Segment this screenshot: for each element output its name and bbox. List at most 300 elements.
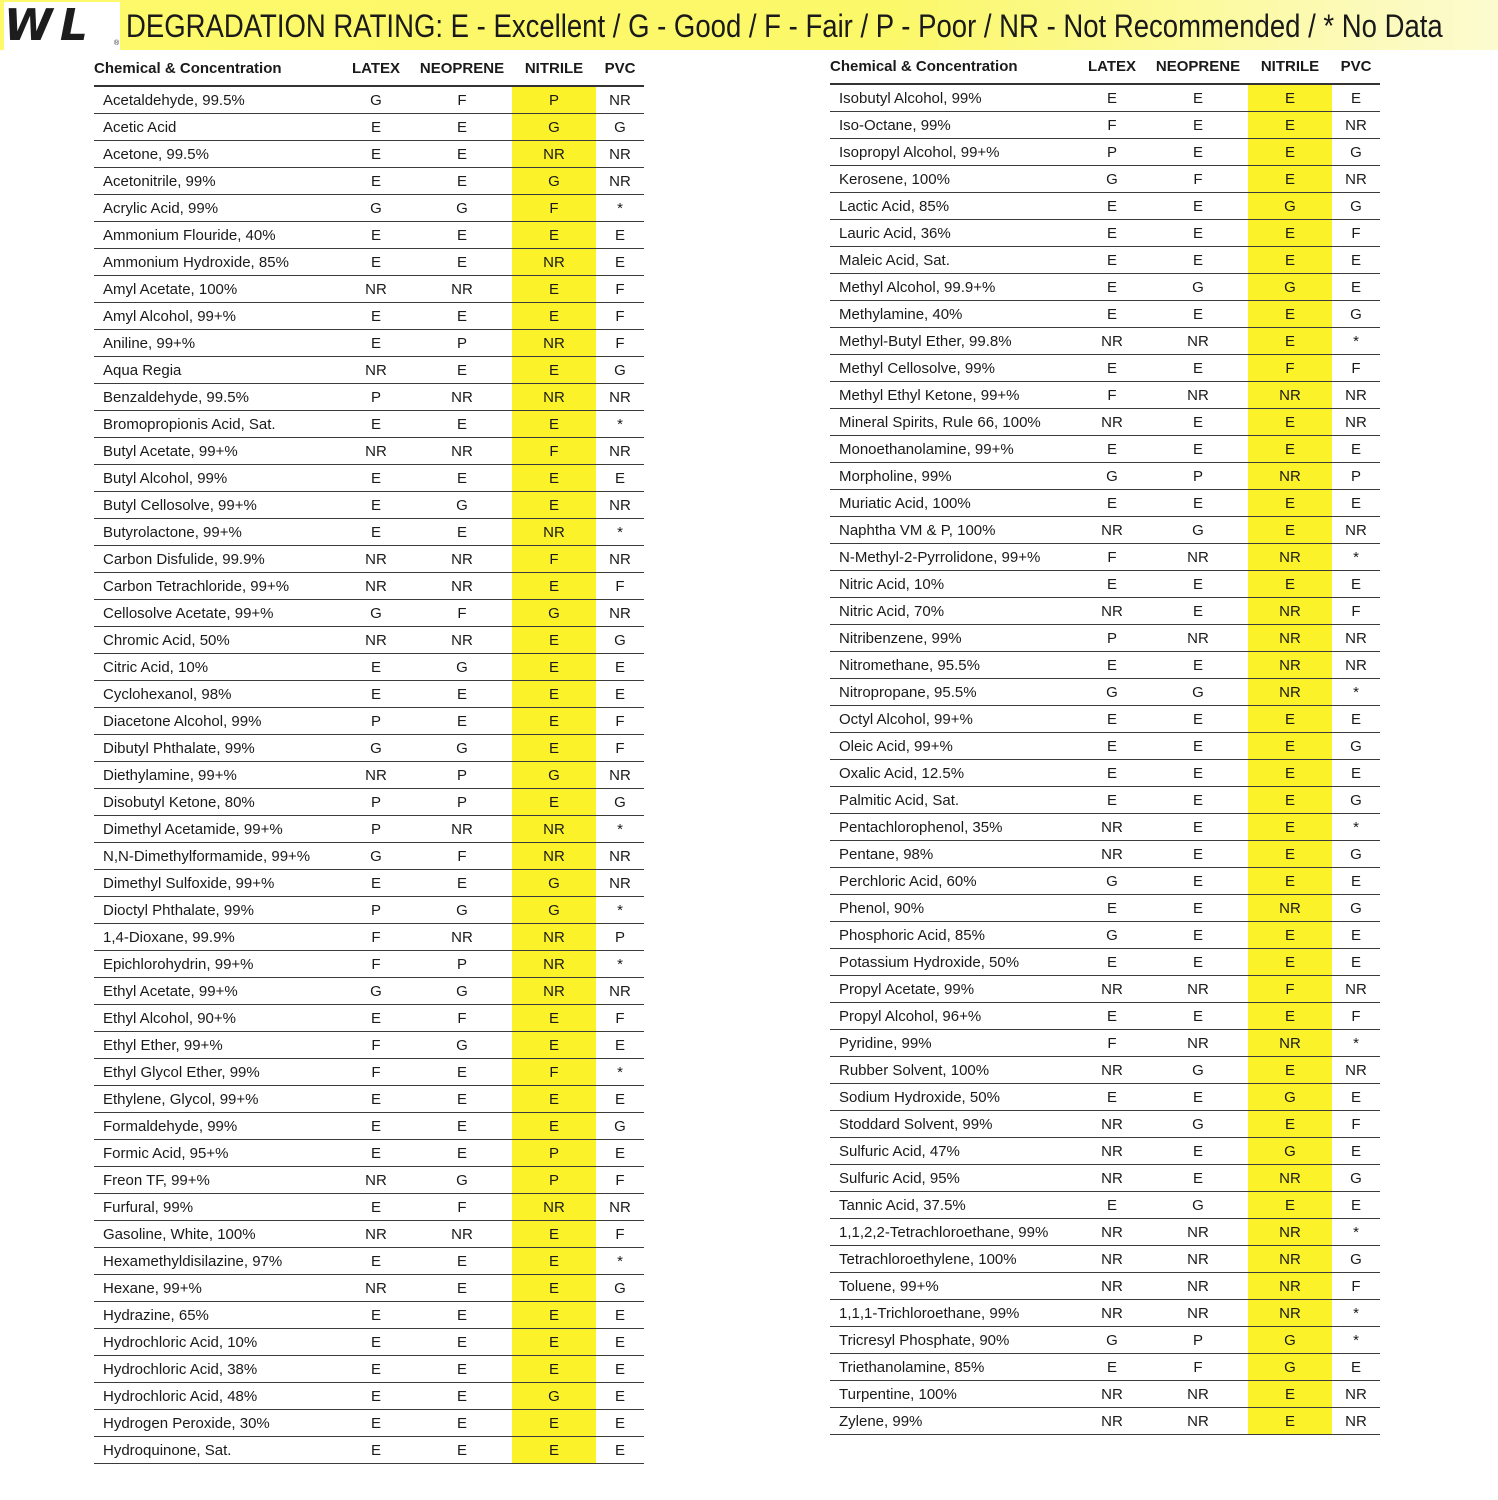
table-row	[830, 517, 1380, 544]
latex-rating-cell: E	[1076, 895, 1148, 922]
table-row	[830, 895, 1380, 922]
chemical-name-cell: 1,1,2,2-Tetrachloroethane, 99%	[830, 1219, 1076, 1246]
chemical-name-cell: Lauric Acid, 36%	[830, 220, 1076, 247]
brand-logo	[4, 2, 120, 50]
pvc-rating-cell: NR	[596, 843, 644, 870]
pvc-rating-cell: E	[1332, 1138, 1380, 1165]
table-row	[830, 409, 1380, 436]
neoprene-rating-cell: G	[1148, 1057, 1248, 1084]
neoprene-rating-cell: G	[412, 1032, 512, 1059]
chemical-name-cell: Dimethyl Sulfoxide, 99+%	[94, 870, 340, 897]
table-row	[94, 1194, 644, 1221]
nitrile-rating-cell: E	[512, 222, 596, 249]
table-row	[94, 195, 644, 222]
nitrile-rating-cell: G	[1248, 1354, 1332, 1381]
latex-rating-cell: G	[340, 600, 412, 627]
nitrile-rating-cell: E	[1248, 490, 1332, 517]
table-row	[94, 1248, 644, 1275]
table-row	[94, 654, 644, 681]
table-row	[830, 544, 1380, 571]
neoprene-rating-cell: E	[1148, 922, 1248, 949]
pvc-rating-cell: NR	[596, 86, 644, 114]
table-row	[830, 1300, 1380, 1327]
neoprene-rating-cell: G	[412, 1167, 512, 1194]
nitrile-rating-cell: E	[1248, 868, 1332, 895]
nitrile-rating-cell: NR	[1248, 1030, 1332, 1057]
chemical-name-cell: Butyl Acetate, 99+%	[94, 438, 340, 465]
nitrile-rating-cell: E	[512, 303, 596, 330]
latex-rating-cell: NR	[340, 1275, 412, 1302]
neoprene-rating-cell: E	[1148, 490, 1248, 517]
table-row	[94, 465, 644, 492]
neoprene-rating-cell: E	[1148, 571, 1248, 598]
nitrile-rating-cell: G	[512, 114, 596, 141]
table-row	[830, 760, 1380, 787]
nitrile-rating-cell: E	[1248, 1003, 1332, 1030]
latex-rating-cell: NR	[340, 1221, 412, 1248]
table-row	[94, 735, 644, 762]
pvc-rating-cell: *	[596, 1248, 644, 1275]
latex-rating-cell: NR	[1076, 1138, 1148, 1165]
latex-rating-cell: E	[1076, 274, 1148, 301]
chemical-name-cell: Formaldehyde, 99%	[94, 1113, 340, 1140]
chemical-name-cell: Turpentine, 100%	[830, 1381, 1076, 1408]
nitrile-rating-cell: E	[1248, 301, 1332, 328]
nitrile-rating-cell: E	[512, 789, 596, 816]
chemical-name-cell: Hydrazine, 65%	[94, 1302, 340, 1329]
neoprene-rating-cell: F	[412, 1194, 512, 1221]
nitrile-rating-cell: NR	[1248, 598, 1332, 625]
chemical-name-cell: Oleic Acid, 99+%	[830, 733, 1076, 760]
latex-rating-cell: E	[340, 1005, 412, 1032]
chemical-name-cell: Zylene, 99%	[830, 1408, 1076, 1435]
table-row	[94, 924, 644, 951]
table-row	[830, 1408, 1380, 1435]
neoprene-rating-cell: G	[1148, 1192, 1248, 1219]
chemical-name-cell: Dioctyl Phthalate, 99%	[94, 897, 340, 924]
latex-rating-cell: E	[340, 411, 412, 438]
nitrile-rating-cell: NR	[1248, 544, 1332, 571]
chemical-name-cell: Nitribenzene, 99%	[830, 625, 1076, 652]
nitrile-rating-cell: E	[1248, 247, 1332, 274]
latex-rating-cell: E	[340, 1437, 412, 1464]
neoprene-rating-cell: G	[1148, 517, 1248, 544]
neoprene-rating-cell: E	[412, 1410, 512, 1437]
table-row	[830, 733, 1380, 760]
nitrile-rating-cell: E	[1248, 112, 1332, 139]
table-row	[94, 357, 644, 384]
table-row	[830, 1246, 1380, 1273]
pvc-rating-cell: *	[596, 411, 644, 438]
latex-rating-cell: NR	[1076, 409, 1148, 436]
chemical-name-cell: Amyl Alcohol, 99+%	[94, 303, 340, 330]
chemical-name-cell: Aqua Regia	[94, 357, 340, 384]
table-row	[830, 841, 1380, 868]
column-header-chemical: Chemical & Concentration	[830, 50, 1076, 84]
latex-rating-cell: E	[1076, 949, 1148, 976]
chemical-name-cell: Maleic Acid, Sat.	[830, 247, 1076, 274]
pvc-rating-cell: E	[596, 1032, 644, 1059]
latex-rating-cell: NR	[1076, 841, 1148, 868]
chemical-name-cell: Oxalic Acid, 12.5%	[830, 760, 1076, 787]
chemical-name-cell: Ethyl Ether, 99+%	[94, 1032, 340, 1059]
nitrile-rating-cell: F	[1248, 355, 1332, 382]
chemical-name-cell: Nitric Acid, 10%	[830, 571, 1076, 598]
neoprene-rating-cell: E	[1148, 1165, 1248, 1192]
table-row	[830, 382, 1380, 409]
chemical-name-cell: Hydrogen Peroxide, 30%	[94, 1410, 340, 1437]
chemical-name-cell: Aniline, 99+%	[94, 330, 340, 357]
chemical-name-cell: 1,4-Dioxane, 99.9%	[94, 924, 340, 951]
neoprene-rating-cell: E	[412, 681, 512, 708]
nitrile-rating-cell: NR	[512, 1194, 596, 1221]
chemical-name-cell: Phosphoric Acid, 85%	[830, 922, 1076, 949]
latex-rating-cell: E	[340, 1113, 412, 1140]
neoprene-rating-cell: NR	[1148, 1246, 1248, 1273]
nitrile-rating-cell: E	[512, 1032, 596, 1059]
neoprene-rating-cell: P	[1148, 463, 1248, 490]
chemical-name-cell: Potassium Hydroxide, 50%	[830, 949, 1076, 976]
neoprene-rating-cell: E	[412, 114, 512, 141]
table-row	[94, 276, 644, 303]
latex-rating-cell: E	[1076, 1084, 1148, 1111]
chemical-name-cell: Hexamethyldisilazine, 97%	[94, 1248, 340, 1275]
nitrile-rating-cell: NR	[512, 978, 596, 1005]
nitrile-rating-cell: E	[512, 735, 596, 762]
registered-mark: ®	[114, 40, 120, 47]
table-row	[94, 1059, 644, 1086]
nitrile-rating-cell: E	[512, 708, 596, 735]
chemical-name-cell: Kerosene, 100%	[830, 166, 1076, 193]
pvc-rating-cell: E	[1332, 1084, 1380, 1111]
nitrile-rating-cell: NR	[512, 843, 596, 870]
chemical-name-cell: Triethanolamine, 85%	[830, 1354, 1076, 1381]
nitrile-rating-cell: F	[1248, 976, 1332, 1003]
latex-rating-cell: E	[1076, 355, 1148, 382]
chemical-name-cell: Dimethyl Acetamide, 99+%	[94, 816, 340, 843]
neoprene-rating-cell: E	[1148, 787, 1248, 814]
pvc-rating-cell: E	[596, 1329, 644, 1356]
nitrile-rating-cell: G	[512, 600, 596, 627]
pvc-rating-cell: *	[596, 816, 644, 843]
pvc-rating-cell: G	[1332, 895, 1380, 922]
chemical-name-cell: Propyl Alcohol, 96+%	[830, 1003, 1076, 1030]
chemical-name-cell: Isopropyl Alcohol, 99+%	[830, 139, 1076, 166]
pvc-rating-cell: *	[596, 897, 644, 924]
table-row	[830, 301, 1380, 328]
neoprene-rating-cell: G	[412, 735, 512, 762]
nitrile-rating-cell: NR	[512, 519, 596, 546]
chemical-name-cell: Carbon Disfulide, 99.9%	[94, 546, 340, 573]
neoprene-rating-cell: NR	[1148, 544, 1248, 571]
neoprene-rating-cell: E	[412, 1302, 512, 1329]
table-row	[94, 1140, 644, 1167]
column-header-nitrile: NITRILE	[1248, 50, 1332, 84]
table-row	[830, 193, 1380, 220]
nitrile-rating-cell: E	[1248, 1408, 1332, 1435]
chemical-name-cell: Dibutyl Phthalate, 99%	[94, 735, 340, 762]
pvc-rating-cell: NR	[596, 168, 644, 195]
latex-rating-cell: NR	[1076, 1246, 1148, 1273]
table-row	[94, 1329, 644, 1356]
chemical-name-cell: Lactic Acid, 85%	[830, 193, 1076, 220]
chemical-name-cell: Ethyl Alcohol, 90+%	[94, 1005, 340, 1032]
pvc-rating-cell: G	[1332, 733, 1380, 760]
nitrile-rating-cell: E	[512, 1221, 596, 1248]
table-row	[830, 1354, 1380, 1381]
latex-rating-cell: E	[1076, 220, 1148, 247]
chemical-name-cell: Carbon Tetrachloride, 99+%	[94, 573, 340, 600]
table-row	[830, 1057, 1380, 1084]
latex-rating-cell: G	[340, 86, 412, 114]
nitrile-rating-cell: E	[1248, 841, 1332, 868]
neoprene-rating-cell: E	[412, 519, 512, 546]
nitrile-rating-cell: NR	[512, 330, 596, 357]
pvc-rating-cell: E	[596, 249, 644, 276]
latex-rating-cell: E	[340, 1383, 412, 1410]
pvc-rating-cell: F	[596, 1005, 644, 1032]
nitrile-rating-cell: E	[1248, 922, 1332, 949]
table-row	[830, 355, 1380, 382]
nitrile-rating-cell: E	[512, 573, 596, 600]
column-header-latex: LATEX	[340, 52, 412, 86]
nitrile-rating-cell: E	[1248, 1192, 1332, 1219]
column-header-chemical: Chemical & Concentration	[94, 52, 340, 86]
neoprene-rating-cell: F	[412, 86, 512, 114]
latex-rating-cell: E	[340, 492, 412, 519]
chemical-name-cell: Pentachlorophenol, 35%	[830, 814, 1076, 841]
table-row	[94, 303, 644, 330]
table-row	[830, 949, 1380, 976]
latex-rating-cell: NR	[340, 276, 412, 303]
chemical-name-cell: Muriatic Acid, 100%	[830, 490, 1076, 517]
pvc-rating-cell: NR	[596, 1194, 644, 1221]
chemical-name-cell: Octyl Alcohol, 99+%	[830, 706, 1076, 733]
nitrile-rating-cell: G	[1248, 274, 1332, 301]
nitrile-rating-cell: E	[512, 1329, 596, 1356]
nitrile-rating-cell: E	[1248, 517, 1332, 544]
pvc-rating-cell: E	[596, 1302, 644, 1329]
table-row	[830, 1111, 1380, 1138]
latex-rating-cell: NR	[1076, 1219, 1148, 1246]
pvc-rating-cell: F	[596, 330, 644, 357]
latex-rating-cell: G	[1076, 1327, 1148, 1354]
table-row	[94, 816, 644, 843]
pvc-rating-cell: F	[596, 1167, 644, 1194]
table-row	[94, 1005, 644, 1032]
latex-rating-cell: G	[1076, 679, 1148, 706]
pvc-rating-cell: G	[1332, 787, 1380, 814]
nitrile-rating-cell: E	[512, 465, 596, 492]
neoprene-rating-cell: E	[1148, 706, 1248, 733]
pvc-rating-cell: E	[1332, 1192, 1380, 1219]
latex-rating-cell: NR	[1076, 976, 1148, 1003]
neoprene-rating-cell: G	[412, 492, 512, 519]
pvc-rating-cell: NR	[596, 438, 644, 465]
latex-rating-cell: P	[340, 897, 412, 924]
chemical-name-cell: Pyridine, 99%	[830, 1030, 1076, 1057]
column-header-neoprene: NEOPRENE	[1148, 50, 1248, 84]
chemical-name-cell: Methyl Cellosolve, 99%	[830, 355, 1076, 382]
nitrile-rating-cell: NR	[1248, 652, 1332, 679]
chemical-name-cell: Gasoline, White, 100%	[94, 1221, 340, 1248]
latex-rating-cell: E	[340, 681, 412, 708]
pvc-rating-cell: *	[1332, 1327, 1380, 1354]
table-row	[830, 436, 1380, 463]
nitrile-rating-cell: G	[1248, 193, 1332, 220]
neoprene-rating-cell: E	[1148, 301, 1248, 328]
neoprene-rating-cell: E	[1148, 1003, 1248, 1030]
nitrile-rating-cell: E	[1248, 84, 1332, 112]
neoprene-rating-cell: E	[1148, 436, 1248, 463]
table-row	[830, 652, 1380, 679]
nitrile-rating-cell: E	[512, 411, 596, 438]
latex-rating-cell: NR	[1076, 814, 1148, 841]
table-row	[94, 1221, 644, 1248]
pvc-rating-cell: NR	[1332, 382, 1380, 409]
latex-rating-cell: E	[340, 870, 412, 897]
column-header-neoprene: NEOPRENE	[412, 52, 512, 86]
table-row	[94, 249, 644, 276]
latex-rating-cell: F	[1076, 1030, 1148, 1057]
table-header-row	[830, 50, 1380, 84]
latex-rating-cell: G	[1076, 166, 1148, 193]
nitrile-rating-cell: E	[512, 1302, 596, 1329]
table-row	[830, 1138, 1380, 1165]
pvc-rating-cell: F	[1332, 1111, 1380, 1138]
pvc-rating-cell: E	[596, 222, 644, 249]
pvc-rating-cell: *	[1332, 1030, 1380, 1057]
neoprene-rating-cell: NR	[1148, 328, 1248, 355]
chemical-name-cell: Stoddard Solvent, 99%	[830, 1111, 1076, 1138]
neoprene-rating-cell: NR	[1148, 976, 1248, 1003]
pvc-rating-cell: NR	[596, 546, 644, 573]
nitrile-rating-cell: E	[1248, 949, 1332, 976]
chemical-name-cell: Acetonitrile, 99%	[94, 168, 340, 195]
latex-rating-cell: E	[1076, 1192, 1148, 1219]
chemical-name-cell: Acetic Acid	[94, 114, 340, 141]
table-row	[830, 84, 1380, 112]
pvc-rating-cell: NR	[1332, 1381, 1380, 1408]
nitrile-rating-cell: NR	[1248, 625, 1332, 652]
nitrile-rating-cell: NR	[512, 141, 596, 168]
neoprene-rating-cell: G	[412, 654, 512, 681]
latex-rating-cell: NR	[1076, 1381, 1148, 1408]
pvc-rating-cell: F	[1332, 220, 1380, 247]
nitrile-rating-cell: G	[1248, 1084, 1332, 1111]
chemical-name-cell: Ethyl Glycol Ether, 99%	[94, 1059, 340, 1086]
latex-rating-cell: NR	[1076, 1408, 1148, 1435]
chemical-table-right	[830, 50, 1380, 1435]
pvc-rating-cell: G	[596, 627, 644, 654]
pvc-rating-cell: F	[596, 573, 644, 600]
latex-rating-cell: E	[340, 465, 412, 492]
chemical-name-cell: Sulfuric Acid, 95%	[830, 1165, 1076, 1192]
pvc-rating-cell: *	[1332, 544, 1380, 571]
latex-rating-cell: E	[1076, 1003, 1148, 1030]
pvc-rating-cell: G	[596, 357, 644, 384]
chemical-name-cell: Citric Acid, 10%	[94, 654, 340, 681]
pvc-rating-cell: E	[596, 654, 644, 681]
nitrile-rating-cell: E	[1248, 787, 1332, 814]
nitrile-rating-cell: P	[512, 1140, 596, 1167]
latex-rating-cell: E	[340, 249, 412, 276]
nitrile-rating-cell: E	[512, 654, 596, 681]
latex-rating-cell: E	[340, 1086, 412, 1113]
neoprene-rating-cell: E	[1148, 949, 1248, 976]
latex-rating-cell: F	[1076, 544, 1148, 571]
pvc-rating-cell: F	[1332, 1003, 1380, 1030]
nitrile-rating-cell: E	[512, 1005, 596, 1032]
latex-rating-cell: G	[340, 735, 412, 762]
latex-rating-cell: E	[340, 1410, 412, 1437]
chemical-name-cell: 1,1,1-Trichloroethane, 99%	[830, 1300, 1076, 1327]
latex-rating-cell: E	[340, 1194, 412, 1221]
pvc-rating-cell: NR	[1332, 517, 1380, 544]
nitrile-rating-cell: G	[1248, 1138, 1332, 1165]
pvc-rating-cell: G	[1332, 1165, 1380, 1192]
chemical-name-cell: Butyl Alcohol, 99%	[94, 465, 340, 492]
table-row	[94, 600, 644, 627]
chemical-name-cell: Isobutyl Alcohol, 99%	[830, 84, 1076, 112]
pvc-rating-cell: E	[596, 1410, 644, 1437]
pvc-rating-cell: F	[596, 303, 644, 330]
latex-rating-cell: E	[340, 222, 412, 249]
pvc-rating-cell: F	[1332, 1273, 1380, 1300]
table-row	[94, 330, 644, 357]
latex-rating-cell: P	[1076, 625, 1148, 652]
chemical-name-cell: Diacetone Alcohol, 99%	[94, 708, 340, 735]
latex-rating-cell: E	[1076, 652, 1148, 679]
chemical-name-cell: Methylamine, 40%	[830, 301, 1076, 328]
chemical-name-cell: Sulfuric Acid, 47%	[830, 1138, 1076, 1165]
nitrile-rating-cell: E	[512, 357, 596, 384]
nitrile-rating-cell: NR	[1248, 679, 1332, 706]
nitrile-rating-cell: G	[512, 168, 596, 195]
chemical-name-cell: Rubber Solvent, 100%	[830, 1057, 1076, 1084]
table-row	[830, 1003, 1380, 1030]
pvc-rating-cell: *	[1332, 328, 1380, 355]
neoprene-rating-cell: E	[1148, 139, 1248, 166]
chemical-name-cell: Butyl Cellosolve, 99+%	[94, 492, 340, 519]
latex-rating-cell: E	[340, 1356, 412, 1383]
neoprene-rating-cell: P	[412, 330, 512, 357]
pvc-rating-cell: *	[596, 195, 644, 222]
latex-rating-cell: E	[340, 303, 412, 330]
nitrile-rating-cell: G	[512, 897, 596, 924]
neoprene-rating-cell: G	[412, 195, 512, 222]
table-row	[94, 1113, 644, 1140]
table-row	[94, 384, 644, 411]
chemical-name-cell: Pentane, 98%	[830, 841, 1076, 868]
neoprene-rating-cell: NR	[1148, 1408, 1248, 1435]
table-row	[94, 1383, 644, 1410]
chemical-name-cell: Monoethanolamine, 99+%	[830, 436, 1076, 463]
chemical-name-cell: Diethylamine, 99+%	[94, 762, 340, 789]
pvc-rating-cell: *	[1332, 679, 1380, 706]
table-row	[830, 571, 1380, 598]
table-row	[94, 1302, 644, 1329]
nitrile-rating-cell: NR	[1248, 1165, 1332, 1192]
table-row	[830, 625, 1380, 652]
pvc-rating-cell: G	[596, 1113, 644, 1140]
pvc-rating-cell: *	[1332, 1219, 1380, 1246]
chemical-name-cell: Benzaldehyde, 99.5%	[94, 384, 340, 411]
table-row	[94, 114, 644, 141]
nitrile-rating-cell: E	[1248, 1381, 1332, 1408]
pvc-rating-cell: G	[1332, 1246, 1380, 1273]
table-row	[830, 247, 1380, 274]
